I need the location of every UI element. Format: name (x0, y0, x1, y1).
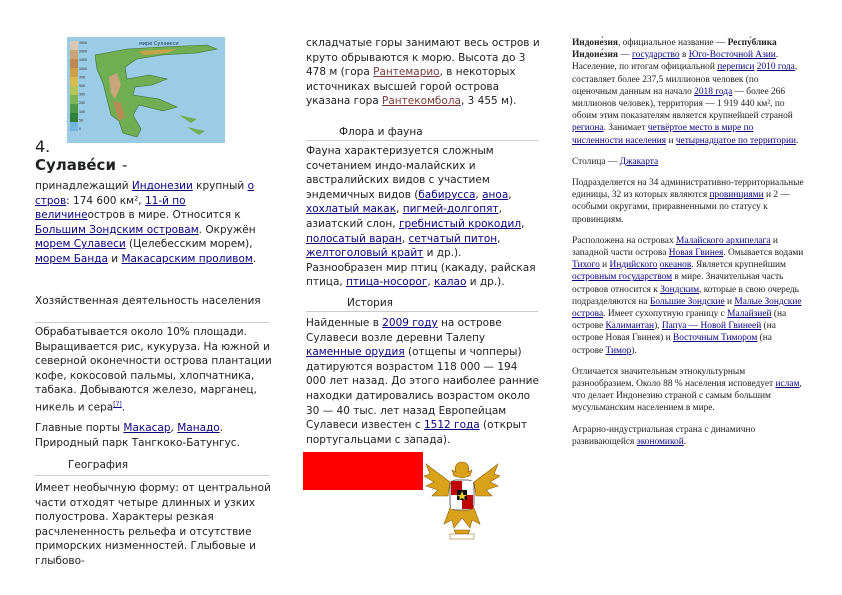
inline-link[interactable]: Джакарта (619, 156, 659, 167)
inline-link[interactable]: Папуа — Новой Гвинеей (661, 321, 762, 332)
inline-link[interactable]: государство (632, 50, 680, 61)
inline-link[interactable]: Юго-Восточной Азии (688, 50, 776, 61)
text-run: и (107, 252, 122, 265)
legend-tick-label: 1500 (79, 58, 88, 63)
legend-tick-label: 500 (79, 84, 86, 88)
text-run: на острове Сулавеси возле деревни Талепу (306, 317, 502, 344)
economy-paragraph (572, 424, 804, 448)
inline-link[interactable]: переписи (717, 62, 755, 73)
inline-link[interactable]: Малайского архипелага (675, 235, 771, 246)
text-run: , составляет более 237,5 миллионов человек (по оценочным данным на начало (572, 62, 798, 97)
inline-link[interactable]: ислам (775, 379, 800, 390)
text-run: и др.). Разнообразен мир птиц (какаду, райская птица, (306, 247, 536, 289)
heading-rule (35, 322, 269, 323)
flora-fauna-paragraph (306, 144, 540, 290)
text-run: Расположена на островах (572, 235, 676, 246)
text-run: , (427, 276, 435, 289)
legend-tick-label: 300 (79, 92, 86, 97)
indonesia-intro-paragraph (572, 37, 804, 147)
inline-link[interactable]: Рантекомбола (382, 95, 461, 108)
inline-link[interactable]: птица-носорог (346, 276, 428, 289)
text-run: (открыт португальцами с запада). (306, 419, 528, 446)
geography-paragraph: Имеет необычную форму: от центральной части отходят четыре длинных и узких полуострова. Характеры резкая расчлененность рельефа и отсутствие приморских низменностей. Глыбовые и глыбово- (35, 482, 271, 567)
inline-link[interactable]: гребнистый крокодил (398, 217, 522, 230)
text-run: Главные порты (35, 422, 124, 434)
inline-link[interactable]: Калимантан (605, 321, 655, 332)
inline-link[interactable]: Зондским (660, 284, 700, 295)
heading-rule (306, 140, 538, 141)
inline-link[interactable]: о стров (35, 180, 255, 207)
inline-link[interactable]: Большим Зондским островам (35, 223, 199, 236)
text-run: , 3 455 м). (460, 95, 517, 108)
text-run: крупный (192, 180, 248, 192)
text-run: и (724, 296, 735, 307)
text-run: принадлежащий (35, 180, 132, 192)
inline-link[interactable]: хохлатый макак (306, 203, 397, 216)
section-number: 4. (35, 137, 51, 156)
inline-link[interactable]: Новая Гвинея (668, 248, 724, 259)
economy-text: Обрабатывается около 10% площади. Выращивается рис, кукуруза. На южной и северной оконечности острова плантации кофе, кокосовой пальмы, хлопчатника, табака. Добываются железо, марганец, никель и сера (35, 326, 272, 414)
text-run: и 2 — особыми округами, приравненными по статусу к провинциям. (572, 190, 790, 225)
text-run: Столица — (572, 156, 620, 167)
text-run: , азиатский слон, (306, 203, 502, 230)
text-run: . Занимает (603, 123, 648, 134)
inline-link[interactable]: сетчатый питон (408, 232, 498, 245)
text-run: , которые в свою очередь подразделяются на (572, 284, 799, 307)
ports-paragraph (35, 421, 273, 450)
text-run: (на острове (572, 309, 787, 332)
inline-link[interactable]: региона (572, 123, 604, 134)
inline-link[interactable]: 2010 года (756, 62, 795, 73)
economy-heading: Хозяйственная деятельность населения (35, 295, 261, 307)
text-run: . Окружён (198, 223, 256, 236)
text-run: . (796, 135, 799, 146)
inline-link[interactable]: Индийского (609, 260, 658, 271)
inline-link[interactable]: Макасар (123, 422, 171, 434)
inline-link[interactable]: полосатый варан (306, 232, 402, 245)
text-run: . Является крупнейшим (691, 260, 786, 271)
text-run: , (401, 232, 409, 245)
legend-tick-label: 2000 (79, 49, 88, 54)
text-run: . Омывается водами (723, 248, 804, 259)
inline-link[interactable]: морем Сулавеси (35, 238, 126, 251)
geography-heading: География (68, 459, 129, 471)
mountains-paragraph (306, 36, 540, 109)
inline-link[interactable]: 2009 году (382, 317, 438, 329)
text-run: складчатые горы занимают весь остров и круто обрываются к морю. Высота до 3 478 м (гора (306, 37, 540, 79)
legend-tick-label: 1000 (79, 66, 88, 71)
geography-paragraph (572, 235, 804, 357)
text-run: , (521, 217, 525, 230)
text-run: в (679, 50, 689, 61)
text-run: . Население, по итогам официальной (572, 50, 779, 73)
inline-link[interactable]: желтоголовый крайт (306, 247, 424, 260)
indonesia-flag-image (303, 452, 423, 490)
text-run: и западной части острова (572, 235, 778, 259)
inline-link[interactable]: Восточным Тимором (672, 333, 758, 344)
inline-link[interactable]: Малайзией (727, 309, 772, 320)
text-run: . (683, 436, 687, 447)
legend-tick-label: 50 (79, 118, 84, 123)
ethnic-paragraph (572, 366, 804, 415)
text-run: и (666, 135, 676, 146)
text-run: остров в мире. Относится к (87, 209, 241, 222)
text-run: , (396, 203, 403, 216)
bold-text: Респу́блика Индоне́зия (572, 38, 777, 61)
text-run: . (252, 252, 257, 265)
legend-tick-label: 100 (79, 109, 86, 114)
heading-rule (35, 475, 269, 476)
text-run: (на острове (572, 333, 772, 356)
inline-link[interactable]: Манадо (177, 422, 220, 434)
inline-link[interactable]: 1512 года (424, 419, 480, 432)
text-run: — более 266 миллионов человек), территория — 1 919 440 км², по обоим этим показателям является крупнейшей страной (572, 86, 793, 122)
inline-link[interactable]: четвёртое место в мире по численности населения (572, 123, 754, 146)
text-run: , что делает Индонезию страной с самым большим мусульманским населением в мире. (572, 379, 802, 414)
text-run: (на острове Новая Гвинея) и (572, 321, 776, 344)
bold-text: Индоне́зия (572, 38, 618, 48)
inline-link[interactable]: Рантемарио (373, 66, 440, 79)
text-run: Отличается значительным этнокультурным разнообразием. Около 88 % населения исповедует (572, 366, 776, 390)
text-run: . Природный парк Тангкоко-Батунгус. (35, 422, 240, 449)
legend-tick-label: 200 (79, 101, 86, 106)
capital-paragraph (572, 156, 804, 168)
text-run: Найденные в (306, 317, 383, 329)
text-run: . Имеет сухопутную границу с (603, 309, 728, 320)
text-run: в мире. Значительная часть островов относится к (572, 272, 784, 295)
legend-tick-label: 0 (79, 127, 82, 131)
economy-paragraph (35, 325, 273, 415)
inline-link[interactable]: провинциями (709, 190, 764, 201)
intro-paragraph (35, 179, 273, 267)
page-title (35, 156, 127, 174)
text-run: и др.). (466, 276, 505, 289)
text-run: , (170, 422, 178, 434)
inline-link[interactable]: Тихого (572, 260, 600, 271)
inline-link[interactable]: Большие Зондские (649, 296, 725, 307)
legend-tick-label: 3000 (79, 41, 88, 45)
text-run: Фауна характеризуется сложным сочетанием индо-малайских и австралийских видов с участием эндемичных видов ( (306, 145, 494, 201)
inline-link[interactable]: каменные орудия (306, 346, 405, 359)
text-run: , (508, 188, 512, 201)
inline-link[interactable]: Индонезии (131, 180, 193, 192)
citation-link[interactable]: [7] (113, 400, 122, 408)
economy-end: . (121, 401, 126, 414)
history-heading: История (347, 297, 393, 309)
text-run: , (475, 188, 483, 201)
indonesia-article (572, 37, 804, 457)
inline-link[interactable]: 11-й по величине (35, 194, 186, 222)
text-run: Аграрно-индустриальная страна с динамично развивающейся (572, 424, 756, 447)
text-run: (отщепы и чопперы) датируются возрастом 118 000 — 194 000 лет назад. До этого наиболее ранние находки датировались возрастом около 30 — 40 тыс. лет назад Европейцам Сулавеси известен с (306, 346, 539, 432)
inline-link[interactable]: бабирусса (418, 188, 476, 201)
text-run: , в некоторых источниках высшей горой острова указана гора (306, 66, 516, 108)
inline-link[interactable]: океанов (659, 260, 692, 271)
inline-link[interactable]: четырнадцатое по территории (675, 135, 797, 146)
text-run: : 174 600 км², (66, 194, 145, 207)
inline-link[interactable]: 2018 года (694, 86, 733, 97)
text-run: ). (631, 345, 637, 356)
inline-link[interactable]: морем Банда (35, 252, 108, 265)
text-run: ), (654, 321, 662, 332)
inline-link[interactable]: калао (434, 276, 467, 289)
inline-link[interactable]: пигмей-долгопят (402, 203, 499, 216)
inline-link[interactable]: Тимор (605, 345, 632, 356)
title-dash: - (121, 156, 128, 174)
sulawesi-map-image (67, 37, 225, 143)
legend-tick-label: 700 (79, 75, 86, 80)
history-paragraph (306, 316, 540, 447)
text-run: и (599, 260, 610, 271)
heading-rule (306, 311, 538, 312)
divisions-paragraph (572, 177, 804, 226)
flora-fauna-heading: Флора и фауна (339, 126, 423, 138)
svg-text:мире Сулавеси: мире Сулавеси (139, 41, 179, 47)
text-run: , (497, 232, 501, 245)
text-run: , официальное название — (617, 38, 728, 48)
inline-link[interactable]: Малые Зондские острова (572, 296, 802, 320)
text-run: Подразделяется на 34 административно-территориальные единицы, 32 из которых являются (572, 178, 804, 201)
title-text: Сулаве́си (35, 156, 116, 174)
inline-link[interactable]: островным государством (572, 272, 673, 283)
inline-link[interactable]: аноа (482, 188, 509, 201)
text-run: (Целебесским морем), (125, 238, 253, 251)
inline-link[interactable]: экономикой (636, 436, 684, 447)
garuda-emblem-icon (420, 452, 504, 540)
text-run: — (617, 50, 632, 61)
inline-link[interactable]: Макасарским проливом (121, 252, 253, 265)
